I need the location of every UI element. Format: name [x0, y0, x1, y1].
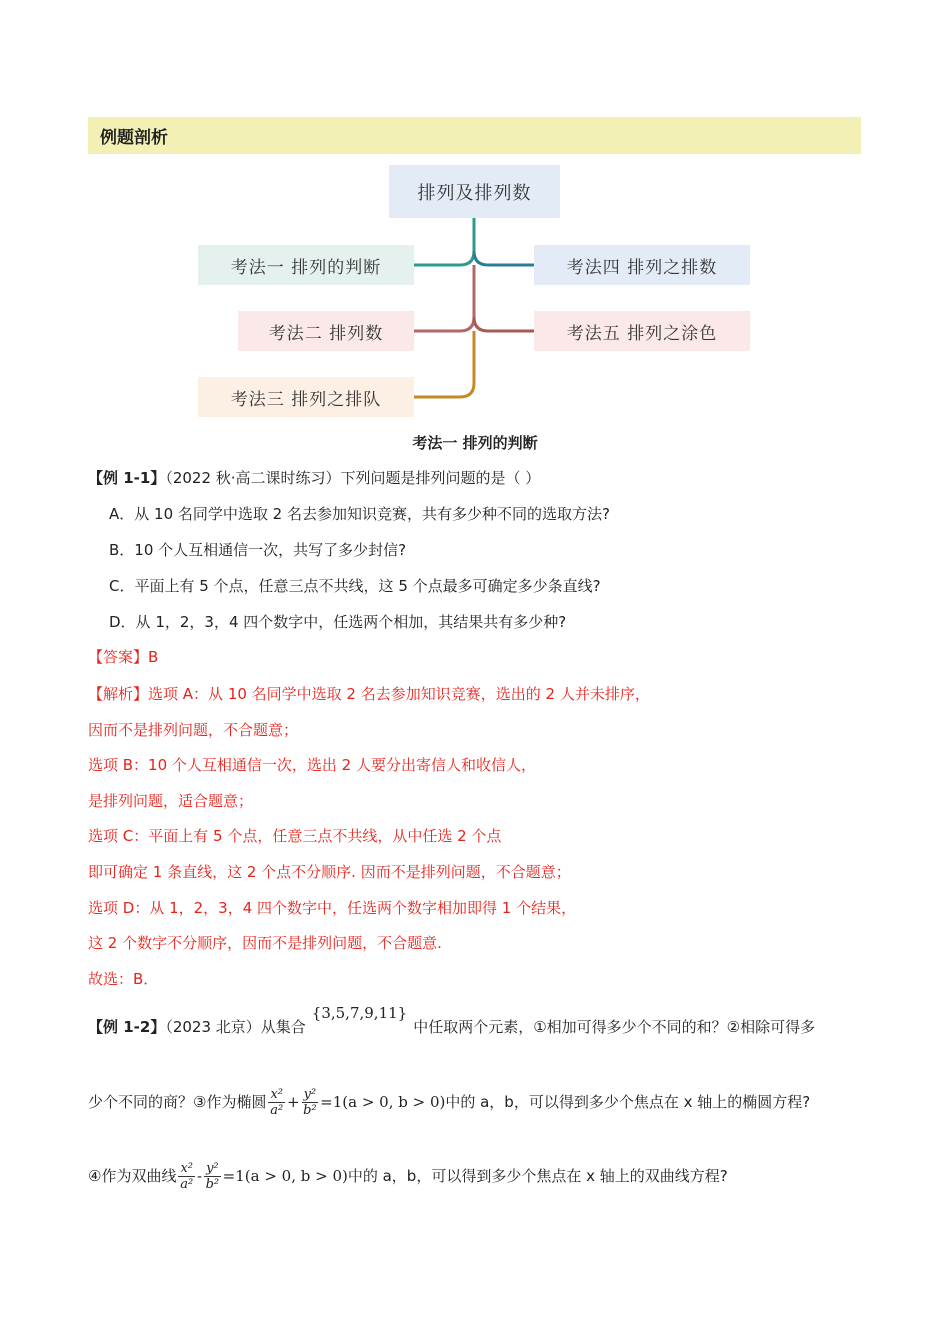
denominator: b² — [205, 1177, 220, 1192]
analysis-line-2: 因而不是排列问题，不合题意； — [88, 721, 299, 739]
analysis-line-4: 是排列问题，适合题意； — [88, 792, 254, 810]
connector-5 — [474, 317, 534, 331]
connector-4 — [474, 251, 534, 265]
text: 中任取两个元素，①相加可得多少个不同的和？②相除可得多 — [413, 1018, 816, 1036]
option-b: B．10 个人互相通信一次，共写了多少封信? — [109, 541, 407, 559]
analysis-line-6: 即可确定 1 条直线，这 2 个点不分顺序. 因而不是排列问题，不合题意； — [88, 863, 571, 881]
text: 中的 a，b，可以得到多少个焦点在 x 轴上的双曲线方程? — [347, 1167, 728, 1185]
connector-3 — [414, 331, 474, 397]
example-stem: （2022 秋·高二课时练习）下列问题是排列问题的是（ ） — [165, 469, 541, 487]
denominator: a² — [270, 1103, 284, 1118]
banner-title: 例题剖析 — [100, 128, 168, 148]
fraction-x-over-a — [268, 1087, 285, 1118]
option-c: C．平面上有 5 个点，任意三点不共线，这 5 个点最多可确定多少条直线? — [109, 577, 601, 595]
example-1-2-line-1 — [88, 1004, 816, 1037]
mindmap-node-1: 考法一 排列的判断 — [198, 245, 414, 285]
example-label: 【例 1-2】 — [88, 1018, 166, 1036]
mindmap-node-4: 考法四 排列之排数 — [534, 245, 750, 285]
mindmap-node-3: 考法三 排列之排队 — [198, 377, 414, 417]
connector-2 — [414, 265, 474, 331]
example-1-2-line-3 — [88, 1156, 728, 1196]
analysis-line-8: 这 2 个数字不分顺序，因而不是排列问题，不合题意. — [88, 934, 442, 952]
denominator: b² — [303, 1103, 317, 1118]
option-d: D．从 1，2，3，4 四个数字中，任选两个相加，其结果共有多少种? — [109, 613, 567, 631]
numerator: y² — [303, 1087, 317, 1102]
example-1-2-line-2 — [88, 1082, 810, 1122]
option-a: A．从 10 名同学中选取 2 名去参加知识竞赛，共有多少种不同的选取方法? — [109, 505, 610, 523]
answer-label: 【答案】 — [88, 648, 149, 666]
denominator: a² — [180, 1177, 194, 1192]
minus-sign: - — [197, 1167, 203, 1185]
numerator: y² — [206, 1161, 219, 1176]
numerator: x² — [270, 1087, 283, 1102]
connector-1 — [414, 218, 474, 265]
analysis-line-3: 选项 B：10 个人互相通信一次，选出 2 人要分出寄信人和收信人， — [88, 756, 536, 774]
analysis-line-7: 选项 D：从 1，2，3，4 四个数字中，任选两个数字相加即得 1 个结果， — [88, 899, 577, 917]
mindmap-node-2: 考法二 排列数 — [238, 311, 414, 351]
answer-value: B — [148, 648, 159, 666]
fraction-x-over-a — [178, 1161, 195, 1192]
text: 中的 a，b，可以得到多少个焦点在 x 轴上的椭圆方程? — [445, 1093, 811, 1111]
analysis-label: 【解析】 — [88, 685, 149, 703]
fraction-y-over-b — [302, 1087, 319, 1118]
mindmap-root: 排列及排列数 — [389, 165, 560, 218]
set-expression: {3,5,7,9,11} — [311, 1004, 408, 1022]
ellipse-condition: =1(a > 0, b > 0) — [320, 1093, 446, 1111]
analysis-line-9: 故选：B． — [88, 970, 159, 988]
example-label: 【例 1-1】 — [88, 469, 166, 487]
section-title: 考法一 排列的判断 — [412, 434, 538, 452]
mindmap-node-5: 考法五 排列之涂色 — [534, 311, 750, 351]
hyperbola-condition: =1(a > 0, b > 0) — [222, 1167, 348, 1185]
example-1-1-stem — [88, 468, 540, 488]
fraction-y-over-b — [204, 1161, 221, 1192]
text: （2023 北京）从集合 — [165, 1018, 306, 1036]
numerator: x² — [180, 1161, 193, 1176]
text: ④作为双曲线 — [88, 1167, 177, 1185]
analysis-line-5: 选项 C：平面上有 5 个点，任意三点不共线，从中任选 2 个点 — [88, 827, 502, 845]
text: 少个不同的商？③作为椭圆 — [88, 1093, 267, 1111]
answer-line — [88, 647, 158, 667]
analysis-line-1 — [88, 684, 650, 704]
plus-sign: + — [287, 1093, 300, 1111]
analysis-text: 选项 A：从 10 名同学中选取 2 名去参加知识竞赛，选出的 2 人并未排序， — [148, 685, 650, 703]
